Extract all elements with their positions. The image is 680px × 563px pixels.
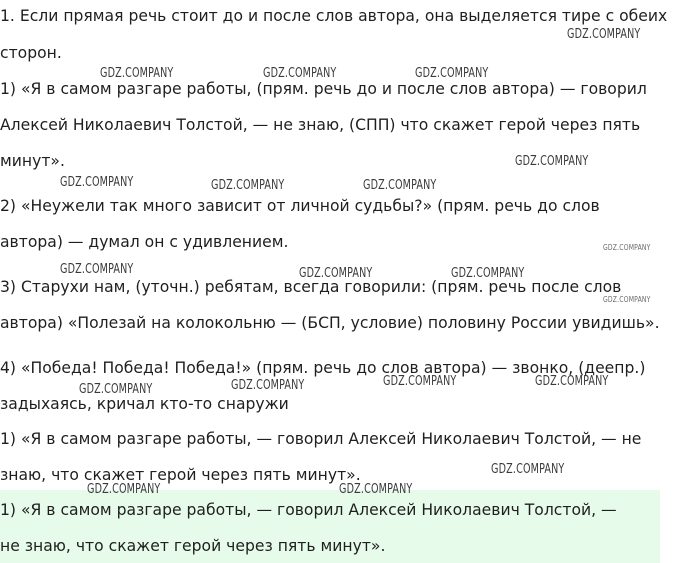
watermark: GDZ.COMPANY [79,382,153,397]
watermark: GDZ.COMPANY [211,178,285,193]
text-line: автора) «Полезай на колокольню — (БСП, условие) половину России увидишь». [0,314,660,332]
text-line: не знаю, что скажет герой через пять минут». [0,537,386,555]
text-line: 3) Старухи нам, (уточн.) ребятам, всегда говорили: (прям. речь после слов [0,278,622,296]
watermark: GDZ.COMPANY [535,374,609,389]
watermark: GDZ.COMPANY [100,66,174,81]
watermark: GDZ.COMPANY [603,243,651,252]
watermark: GDZ.COMPANY [515,154,589,169]
text-line: 2) «Неужели так много зависит от личной судьбы?» (прям. речь до слов [0,197,600,215]
text-line: задыхаясь, кричал кто-то снаружи [0,395,289,413]
watermark: GDZ.COMPANY [299,266,373,281]
watermark: GDZ.COMPANY [263,66,337,81]
watermark: GDZ.COMPANY [363,178,437,193]
text-line: 4) «Победа! Победа! Победа!» (прям. речь до слов автора) — звонко, (деепр.) [0,359,646,377]
watermark: GDZ.COMPANY [339,482,413,497]
text-line: 1. Если прямая речь стоит до и после слов автора, она выделяется тире с обеих [0,7,668,25]
watermark: GDZ.COMPANY [491,462,565,477]
text-line: сторон. [0,44,62,62]
text-line: минут». [0,152,65,170]
text-line: знаю, что скажет герой через пять минут». [0,466,361,484]
watermark: GDZ.COMPANY [415,66,489,81]
watermark: GDZ.COMPANY [383,374,457,389]
watermark: GDZ.COMPANY [567,27,641,42]
text-line: 1) «Я в самом разгаре работы, (прям. речь до и после слов автора) — говорил [0,80,647,98]
watermark: GDZ.COMPANY [451,266,525,281]
text-line: 1) «Я в самом разгаре работы, — говорил Алексей Николаевич Толстой, — не [0,430,642,448]
watermark: GDZ.COMPANY [231,378,305,393]
watermark: GDZ.COMPANY [87,482,161,497]
watermark: GDZ.COMPANY [60,175,134,190]
watermark: GDZ.COMPANY [60,262,134,277]
text-line: 1) «Я в самом разгаре работы, — говорил Алексей Николаевич Толстой, — [0,501,617,519]
text-line: автора) — думал он с удивлением. [0,233,289,251]
watermark: GDZ.COMPANY [603,295,651,304]
text-line: Алексей Николаевич Толстой, — не знаю, (СПП) что скажет герой через пять [0,116,641,134]
